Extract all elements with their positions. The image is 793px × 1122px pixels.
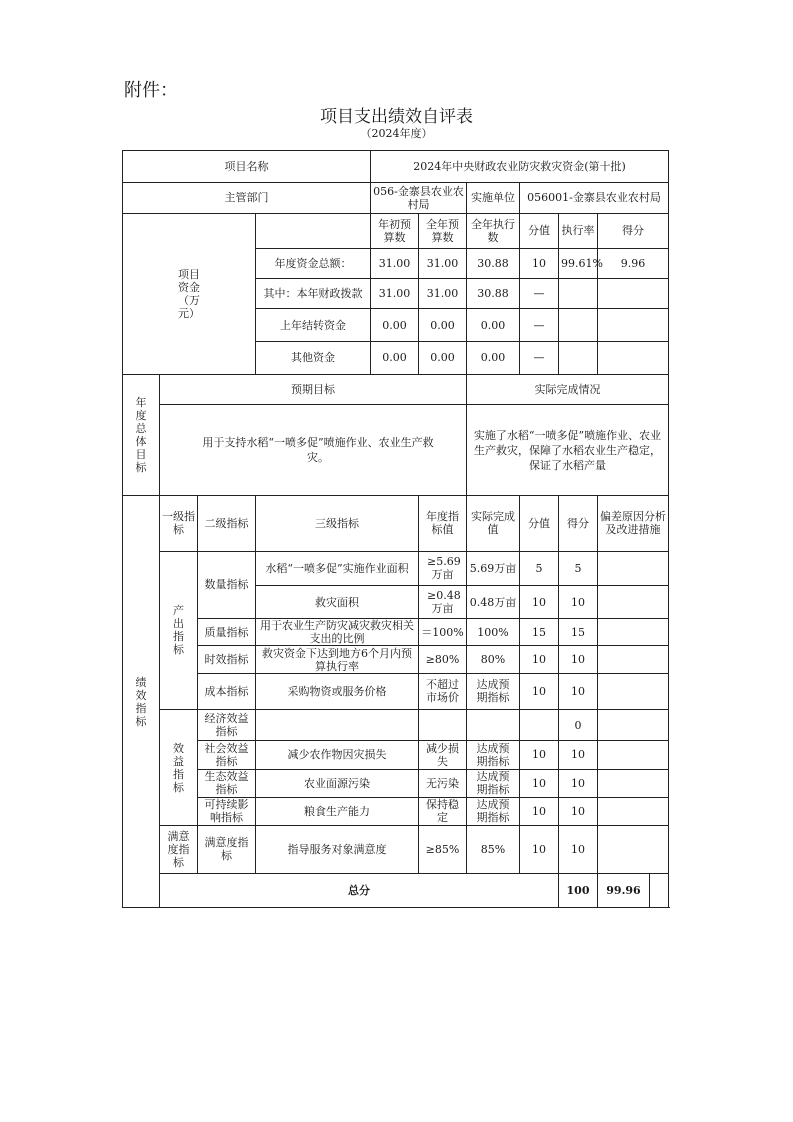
indicator-score-value	[520, 710, 559, 741]
indicator-reason	[598, 619, 669, 646]
indicator-score-value: 10	[520, 741, 559, 769]
header-score-value: 分值	[520, 213, 559, 248]
indicator-score-value: 10	[520, 673, 559, 709]
indicator-reason	[598, 797, 669, 825]
indicator-score: 5	[559, 551, 598, 585]
expected-goal-text: 用于支持水稻“一喷多促”喷施作业、农业生产救灾。	[160, 405, 467, 496]
indicator-annual: ≥0.48万亩	[419, 585, 467, 618]
economic-indicator-label: 经济效益指标	[198, 710, 256, 741]
indicator-score-value: 10	[520, 826, 559, 873]
quality-indicator-label: 质量指标	[198, 619, 256, 646]
indicator-score: 10	[559, 769, 598, 797]
expected-goal-header: 预期目标	[160, 375, 467, 405]
indicator-actual: 100%	[467, 619, 520, 646]
fund-row-label: 其他资金	[256, 341, 371, 374]
header-score-value: 分值	[520, 496, 559, 552]
indicator-annual: 不超过市场价	[419, 673, 467, 709]
impl-label: 实施单位	[467, 183, 520, 213]
total-score: 99.96	[598, 873, 650, 908]
indicator-actual: 80%	[467, 646, 520, 673]
funds-header-blank	[256, 213, 371, 248]
fund-score-value: —	[520, 309, 559, 341]
fund-row-label: 年度资金总额：	[256, 248, 371, 278]
indicator-score: 10	[559, 797, 598, 825]
indicator-score: 0	[559, 710, 598, 741]
benefit-indicator-label: 效益指标	[160, 710, 198, 826]
indicator-reason	[598, 673, 669, 709]
actual-result-text: 实施了水稻“一喷多促”喷施作业、农业生产救灾，保障了水稻农业生产稳定，保证了水稻产量	[467, 405, 669, 496]
indicator-score: 10	[559, 826, 598, 873]
indicator-actual: 5.69万亩	[467, 551, 520, 585]
indicator-name	[256, 710, 419, 741]
indicator-actual: 85%	[467, 826, 520, 873]
ecological-indicator-label: 生态效益指标	[198, 769, 256, 797]
fund-budget-begin: 0.00	[371, 341, 419, 374]
dept-label: 主管部门	[123, 183, 371, 213]
indicator-reason	[598, 585, 669, 618]
indicator-name: 指导服务对象满意度	[256, 826, 419, 873]
header-executed: 全年执行数	[467, 213, 520, 248]
indicator-score: 10	[559, 741, 598, 769]
indicator-actual: 0.48万亩	[467, 585, 520, 618]
indicator-actual: 达成预期指标	[467, 673, 520, 709]
indicator-annual	[419, 710, 467, 741]
fund-budget-begin: 0.00	[371, 309, 419, 341]
indicator-name: 粮食生产能力	[256, 797, 419, 825]
fund-exec-rate: 99.61%	[559, 248, 598, 278]
header-level3: 三级指标	[256, 496, 419, 552]
indicator-annual: ＝100%	[419, 619, 467, 646]
indicator-name: 救灾资金下达到地方6个月内预算执行率	[256, 646, 419, 673]
social-indicator-label: 社会效益指标	[198, 741, 256, 769]
indicator-reason	[598, 551, 669, 585]
indicator-annual: ≥5.69万亩	[419, 551, 467, 585]
header-budget-full: 全年预算数	[419, 213, 467, 248]
fund-exec-rate	[559, 309, 598, 341]
total-score-value: 100	[559, 873, 598, 908]
fund-exec-rate	[559, 341, 598, 374]
satisfaction-indicator-label: 满意度指标	[160, 826, 198, 873]
indicator-actual	[467, 710, 520, 741]
attachment-label: 附件：	[124, 80, 178, 101]
indicator-actual: 达成预期指标	[467, 797, 520, 825]
fund-executed: 30.88	[467, 279, 520, 309]
fund-score: 9.96	[598, 248, 669, 278]
output-indicator-label: 产出指标	[160, 551, 198, 709]
fund-budget-full: 0.00	[419, 341, 467, 374]
goals-section-label: 年度总体目标	[123, 375, 160, 496]
fund-score	[598, 279, 669, 309]
satisfaction-sub-label: 满意度指标	[198, 826, 256, 873]
fund-row-label: 其中：本年财政拨款	[256, 279, 371, 309]
dept-value: 056-金寨县农业农村局	[371, 183, 467, 213]
fund-budget-full: 31.00	[419, 279, 467, 309]
header-exec-rate: 执行率	[559, 213, 598, 248]
indicator-reason	[598, 826, 669, 873]
indicator-score: 15	[559, 619, 598, 646]
indicator-score: 10	[559, 585, 598, 618]
fund-executed: 0.00	[467, 341, 520, 374]
quantity-indicator-label: 数量指标	[198, 551, 256, 619]
indicator-actual: 达成预期指标	[467, 741, 520, 769]
indicator-annual: ≥80%	[419, 646, 467, 673]
fund-score-value: —	[520, 341, 559, 374]
indicator-name: 水稻“一喷多促”实施作业面积	[256, 551, 419, 585]
fund-budget-full: 31.00	[419, 248, 467, 278]
fund-score-value: —	[520, 279, 559, 309]
indicator-name: 救灾面积	[256, 585, 419, 618]
funds-section-label: 项目资金（万元）	[123, 213, 256, 374]
fund-executed: 0.00	[467, 309, 520, 341]
indicator-score-value: 5	[520, 551, 559, 585]
header-annual: 年度指标值	[419, 496, 467, 552]
header-score: 得分	[559, 496, 598, 552]
indicators-section-label: 绩效指标	[123, 496, 160, 908]
sustainable-indicator-label: 可持续影响指标	[198, 797, 256, 825]
indicator-annual: 保持稳定	[419, 797, 467, 825]
impl-value: 056001-金寨县农业农村局	[520, 183, 669, 213]
actual-result-header: 实际完成情况	[467, 375, 669, 405]
cost-indicator-label: 成本指标	[198, 673, 256, 709]
indicator-name: 采购物资或服务价格	[256, 673, 419, 709]
header-level2: 二级指标	[198, 496, 256, 552]
timeliness-indicator-label: 时效指标	[198, 646, 256, 673]
header-reason: 偏差原因分析及改进措施	[598, 496, 669, 552]
indicator-score-value: 10	[520, 769, 559, 797]
fund-budget-full: 0.00	[419, 309, 467, 341]
self-evaluation-table	[122, 150, 669, 908]
project-name-label: 项目名称	[123, 151, 371, 183]
indicator-name: 农业面源污染	[256, 769, 419, 797]
project-name-value: 2024年中央财政农业防灾救灾资金(第十批)	[371, 151, 669, 183]
year-label: （2024年度）	[360, 127, 433, 140]
fund-score-value: 10	[520, 248, 559, 278]
indicator-annual: 无污染	[419, 769, 467, 797]
indicator-score: 10	[559, 673, 598, 709]
indicator-score-value: 10	[520, 646, 559, 673]
header-budget-begin: 年初预算数	[371, 213, 419, 248]
indicator-score-value: 15	[520, 619, 559, 646]
indicator-reason	[598, 710, 669, 741]
header-level1: 一级指标	[160, 496, 198, 552]
fund-budget-begin: 31.00	[371, 279, 419, 309]
indicator-actual: 达成预期指标	[467, 769, 520, 797]
indicator-annual: 减少损失	[419, 741, 467, 769]
total-label: 总分	[160, 873, 559, 908]
indicator-name: 减少农作物因灾损失	[256, 741, 419, 769]
indicator-score-value: 10	[520, 797, 559, 825]
total-reason	[650, 873, 669, 908]
fund-score	[598, 341, 669, 374]
indicator-reason	[598, 769, 669, 797]
indicator-score: 10	[559, 646, 598, 673]
indicator-score-value: 10	[520, 585, 559, 618]
fund-exec-rate	[559, 279, 598, 309]
indicator-name: 用于农业生产防灾减灾救灾相关支出的比例	[256, 619, 419, 646]
fund-budget-begin: 31.00	[371, 248, 419, 278]
page-title: 项目支出绩效自评表	[320, 107, 473, 127]
fund-row-label: 上年结转资金	[256, 309, 371, 341]
indicator-reason	[598, 741, 669, 769]
header-actual: 实际完成值	[467, 496, 520, 552]
header-score: 得分	[598, 213, 669, 248]
indicator-reason	[598, 646, 669, 673]
fund-executed: 30.88	[467, 248, 520, 278]
fund-score	[598, 309, 669, 341]
indicator-annual: ≥85%	[419, 826, 467, 873]
